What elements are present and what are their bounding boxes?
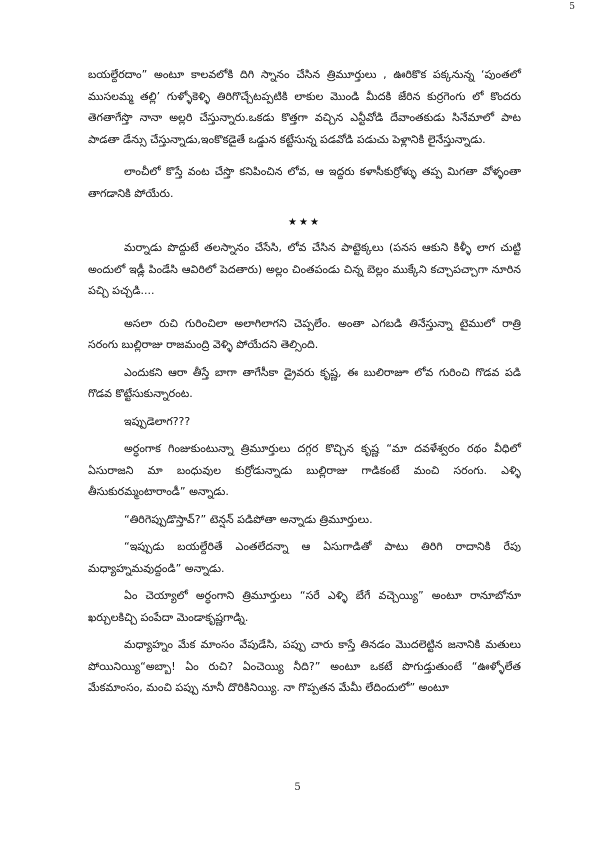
section-break-stars: ★★★	[288, 217, 321, 228]
page-number-bottom: 5	[294, 782, 301, 793]
paragraph-6: ఇప్పుడెలాగ???	[124, 414, 191, 428]
page-number-top: 5	[569, 2, 575, 12]
paragraph-10: ఏం చెయ్యాలో అర్ధంగాని త్రిమూర్తులు “సరే ఎళ్ళి బేగే వచ్చెయ్యి” అంటూ రానూబోనూ ఖర్చులకిచ్చి పంపేదా మెండాకృష్ణగాడ్ని.	[88, 589, 521, 624]
paragraph-8: “తిరిగెప్పుడొస్తావ్?” టెన్షన్ పడిపోతా అన్నాడు త్రిమూర్తులు.	[124, 512, 373, 526]
document-body	[88, 64, 521, 705]
paragraph-1: బయల్దేరదాం” అంటూ కాలవలోకి దిగి స్నానం చేసిన త్రిమూర్తులు , ఊరికొక పక్కనున్న ‘పుంతలో ముసలమ్మ తల్లి’ గుళ్ళోకెళ్ళి తిరిగొచ్చేటప్పటికి లాకుల మొండి మీదకి జేరిన కుర్రగెంగు లో కొందరు తెగతాగేస్తొ నానా అల్లరి చేస్తున్నారు.ఒకడు కొత్తగా వచ్చిన ఎన్టీవోడి దేవాంతకుడు సినేమాలో పాట పాడతా డేన్సు చేస్తున్నాడు,ఇంకొకడైతే ఒడ్డున కట్టేసున్న పడవోడి పడుచు పెళ్లానికి లైనేస్తున్నాడు.	[88, 68, 521, 146]
paragraph-3: మర్నాడు పొద్దుటే తలస్నానం చేసేసి, లోవ చేసిన పాట్టెక్కలు (పనస ఆకుని కిళ్ళీ లాగ చుట్టి అందులో ఇడ్లీ పిండేసి ఆవిరిలో పెదతారు) అల్లం చింతపండు చిన్న బెల్లం ముక్కేని కచ్చాపచ్చాగా నూరిన పచ్చి పచ్చడి....	[88, 241, 521, 297]
paragraph-2: లాంచీలో కొస్తే వంట చేస్తొ కనిపించిన లోవ, ఆ ఇద్దరు కళాసీకుర్రోళ్ళు తప్ప మిగతా వోళ్ళంతా తాగడానికి పోయేరు.	[88, 165, 521, 200]
paragraph-4: అసలా రుచి గురించిలా అలాగిలాగని చెప్పలేం. అంతా ఎగబడి తినేస్తున్నా టైములో రాత్రి సరంగు బుల్లిరాజు రాజమంద్రి వెళ్ళి పోయేదని తెల్సింది.	[88, 316, 521, 351]
paragraph-9: “ఇప్పుడు బయల్దేరితే ఎంతలేదన్నా ఆ ఏసుగాడితో పాటు తిరిగి రాదానికి రేపు మధ్యాహ్నమవుద్దండి” అన్నాడు.	[88, 540, 521, 575]
paragraph-7: అర్ధంగాక గింజుకుంటున్నా త్రిమూర్తులు దగ్గర కొచ్చిన కృష్ణ “మా దవళేశ్వరం రథం వీధిలో ఏసురాజని మా బంధువుల కుర్రోడున్నాడు బుల్లిరాజు గాడికంటే మంచి సరంగు. ఎళ్ళి తీసుకురమ్మంటారాండీ” అన్నాడు.	[88, 442, 521, 498]
paragraph-5: ఎందుకని ఆరా తీస్తే బాగా తాగేసీకా డ్రైవరు కృష్ణ, ఈ బులిరాజూ లోవ గురించి గొడవ పడి గొడవ కొట్టేసుకున్నారంట.	[88, 365, 521, 400]
paragraph-11: మధ్యాహ్నం మేక మాంసం వేపుడేసి, పప్పు చారు కాస్తే తినడం మొదలెట్టిన జనానికి మతులు పోయినియ్యి“అబ్బా! ఏం రుచి? ఏంచెయ్యి నీది?” అంటూ ఒకటే పొగుడ్తుతుంటే “ఊళ్ళోలేత మేకమాంసం, మంచి పప్పు నూనీ దొరికినియ్యి. నా గొప్పతన మేమీ లేదిందులో” అంటూ	[88, 638, 521, 694]
